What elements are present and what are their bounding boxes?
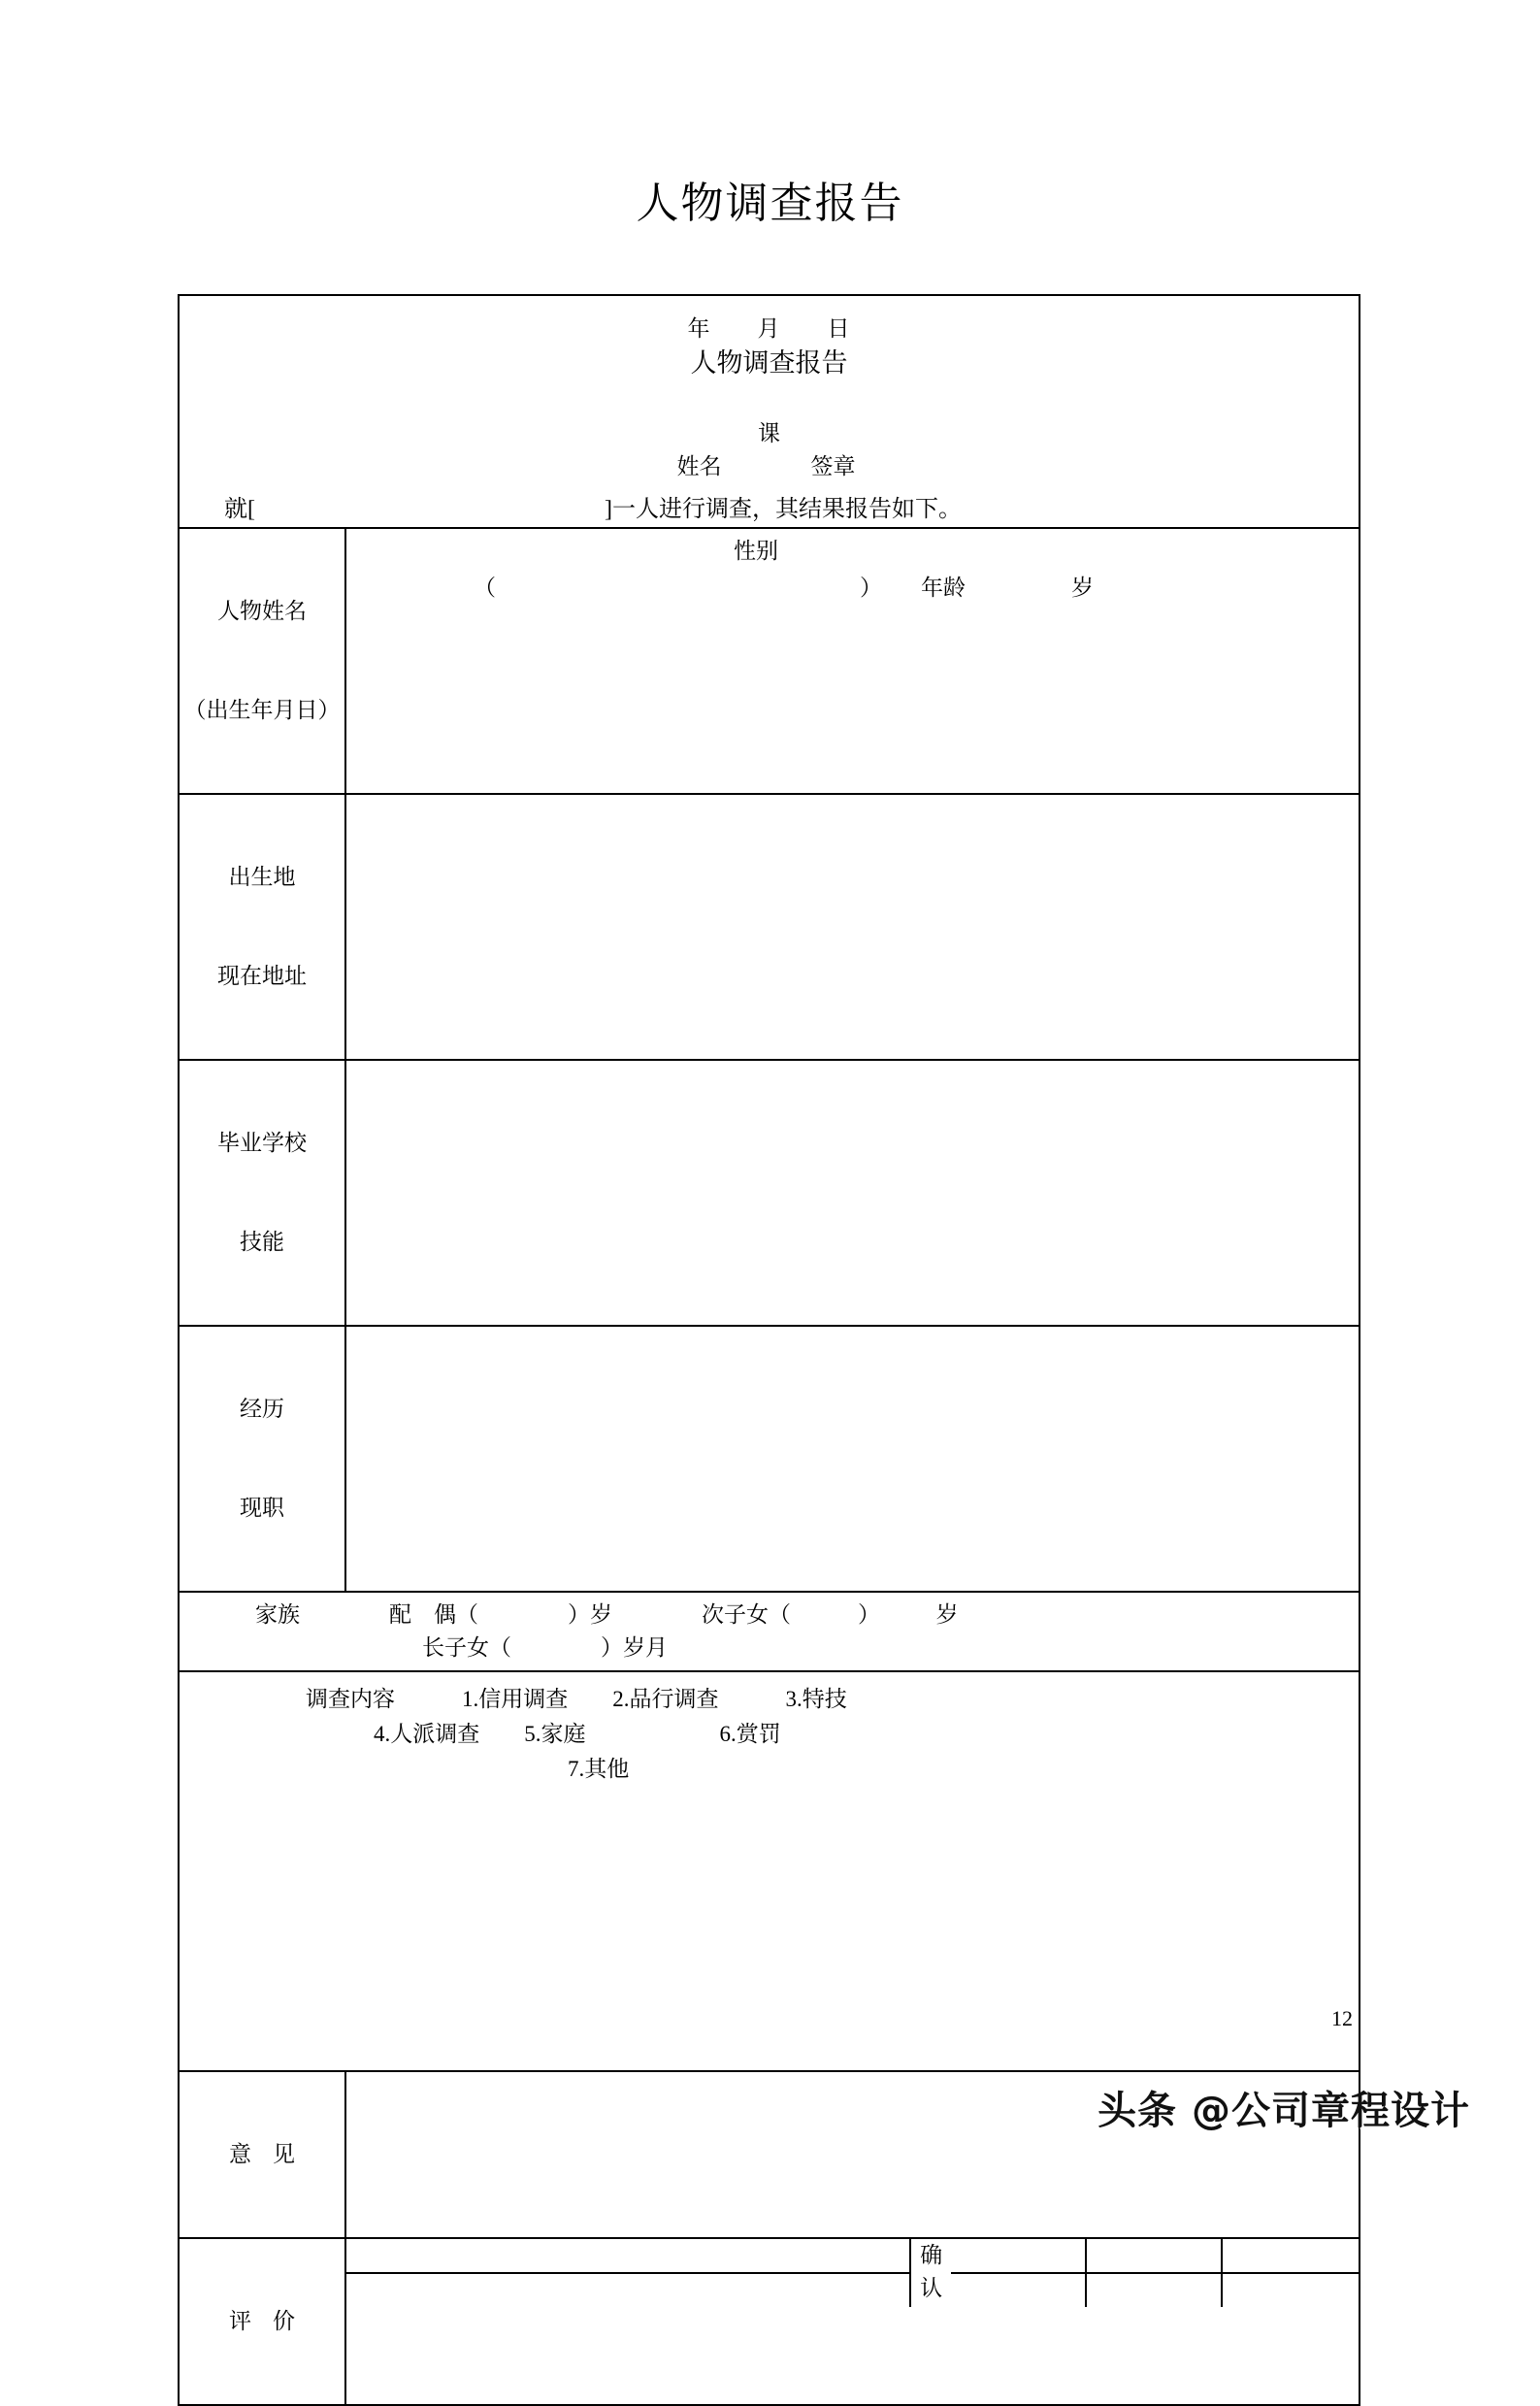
- label-person-name-line2: （出生年月日）: [183, 698, 341, 722]
- table-row-evaluation: [179, 2238, 1360, 2405]
- evaluation-field-2[interactable]: [346, 2273, 910, 2307]
- field-career[interactable]: [345, 1326, 1360, 1592]
- table-row-family: [179, 1592, 1360, 1671]
- signature-line: 姓名 签章: [676, 454, 856, 478]
- field-investigation-content[interactable]: [179, 1671, 1360, 2071]
- table-row-content: [179, 1671, 1360, 2071]
- label-confirm-line1: 确: [920, 2243, 943, 2267]
- field-school[interactable]: [345, 1060, 1360, 1326]
- field-school-area[interactable]: [346, 1061, 1359, 1109]
- label-confirm: [910, 2239, 951, 2307]
- statement-prefix: 就[: [224, 497, 255, 522]
- sex-close-paren: ）: [860, 576, 882, 600]
- label-career: [179, 1326, 345, 1592]
- label-opinion-text: 意见: [229, 2142, 316, 2166]
- table-row-birthplace: [179, 794, 1360, 1060]
- table-row-name: [179, 528, 1360, 794]
- label-school-line1: 毕业学校: [217, 1131, 307, 1155]
- field-birthplace-area[interactable]: [346, 795, 1359, 843]
- label-confirm-line2: 认: [920, 2276, 943, 2300]
- form-header-cell: [179, 295, 1360, 528]
- evaluation-grid: [346, 2239, 1359, 2307]
- table-row-school: [179, 1060, 1360, 1326]
- confirm-slot-3[interactable]: [1222, 2239, 1359, 2273]
- confirm-slot-2[interactable]: [1086, 2239, 1221, 2273]
- form-heading: 人物调查报告: [690, 348, 848, 379]
- page-title: 人物调查报告: [636, 180, 904, 227]
- field-career-area[interactable]: [346, 1327, 1359, 1375]
- footer-watermark: 头条 @公司章程设计: [1098, 2089, 1470, 2133]
- table-row-career: [179, 1326, 1360, 1592]
- content-line-3: 7.其他: [568, 1757, 630, 1781]
- label-evaluation: [179, 2238, 345, 2405]
- content-line-1: 调查内容 1.信用调查 2.品行调查 3.特技: [306, 1687, 847, 1711]
- family-line-1: 家族 配 偶（ ）岁 次子女（ ） 岁: [255, 1602, 959, 1627]
- date-line: 年 月 日: [687, 316, 851, 341]
- confirm-slot-5[interactable]: [1086, 2273, 1221, 2307]
- label-birthplace: [179, 794, 345, 1060]
- sex-open-paren: （: [474, 576, 496, 600]
- label-school: [179, 1060, 345, 1326]
- label-person-name-line1: 人物姓名: [217, 599, 307, 623]
- label-evaluation-text: 评价: [229, 2309, 316, 2333]
- evaluation-field-1[interactable]: [346, 2239, 910, 2273]
- label-sex: 性别: [734, 539, 778, 563]
- field-birthplace[interactable]: [345, 794, 1360, 1060]
- form-header-row: [179, 295, 1360, 528]
- evaluation-grid-cell: [345, 2238, 1360, 2405]
- label-career-line2: 现职: [240, 1496, 284, 1520]
- field-family[interactable]: [179, 1592, 1360, 1671]
- evaluation-grid-row-1: [346, 2239, 1359, 2273]
- confirm-slot-1[interactable]: [951, 2239, 1086, 2273]
- statement-suffix: ]一人进行调查，其结果报告如下。: [605, 497, 962, 522]
- confirm-slot-6[interactable]: [1222, 2273, 1359, 2307]
- label-career-line1: 经历: [240, 1397, 284, 1421]
- label-opinion: [179, 2071, 345, 2238]
- label-birthplace-line2: 现在地址: [217, 964, 307, 988]
- family-line-2: 长子女（ ）岁月: [422, 1635, 668, 1660]
- evaluation-grid-row-2: [346, 2273, 1359, 2307]
- statement-line: [180, 492, 1359, 527]
- page-number: 12: [1331, 2006, 1353, 2030]
- label-school-line2: 技能: [240, 1230, 284, 1254]
- label-age-unit: 岁: [1071, 576, 1094, 600]
- section-label: 课: [758, 421, 780, 445]
- field-name-sex-age[interactable]: [345, 528, 1360, 794]
- label-age: 年龄: [921, 576, 966, 600]
- label-birthplace-line1: 出生地: [228, 865, 296, 889]
- confirm-slot-4[interactable]: [951, 2273, 1086, 2307]
- content-line-2: 4.人派调查 5.家庭 6.赏罚: [374, 1722, 781, 1746]
